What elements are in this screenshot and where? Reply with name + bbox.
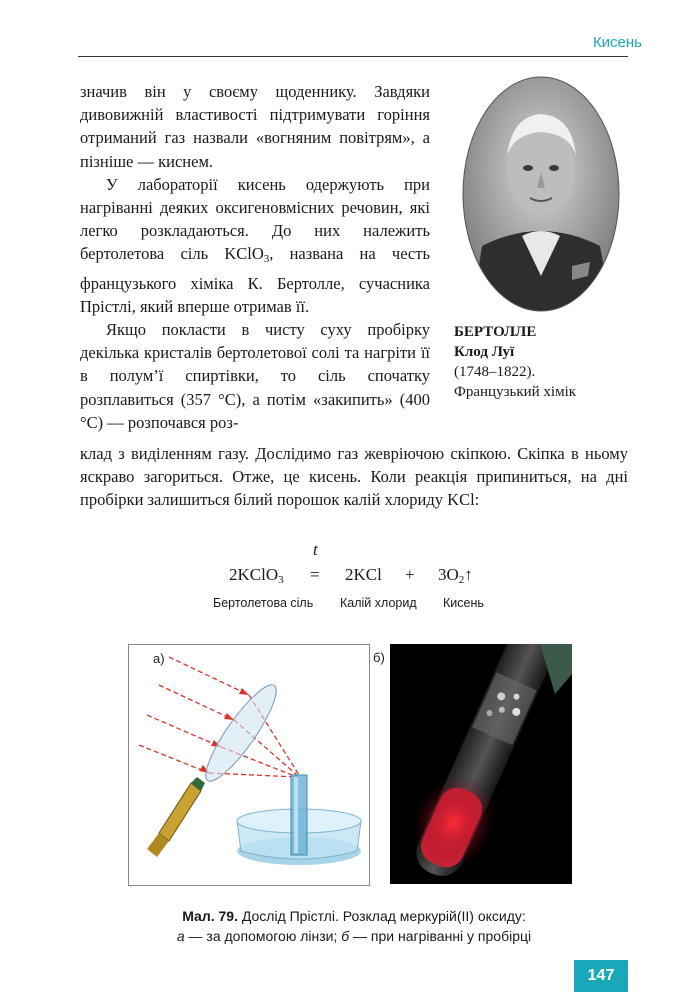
reactant-label: Бертолетова сіль	[213, 596, 314, 610]
product1-label: Калій хлорид	[340, 596, 417, 610]
paragraph-2: У лабораторії кисень одержують при нагріванні деяких оксигеновмісних речовин, які легко розкладаються. До них належить бертолетова сіль KClO$_3$, названа на честь французького хіміка К. Бертолле, сучасника Прістлі, який вперше отримав її.	[80, 174, 430, 316]
portrait-name: Клод Луї	[454, 344, 515, 360]
paragraph-3-part-2: клад з виділенням газу. Дослідимо газ жевріючою скіпкою. Скіпка в ньому яскраво загориться. Отже, це кисень. Коли реакція припиниться, на дні пробірки залишиться білий порошок калій хлориду KCl:	[80, 444, 628, 510]
portrait-role: Французький хімік	[454, 384, 577, 400]
portrait-caption	[454, 322, 634, 402]
plus-sign: +	[405, 565, 415, 584]
portrait-surname: БЕРТОЛЛЕ	[454, 324, 537, 340]
product2-formula: $3O_2↑$	[438, 565, 473, 586]
reaction-condition: t	[313, 540, 318, 559]
product1-formula: 2KCl	[345, 565, 382, 584]
figure-b-label: б)	[373, 650, 385, 665]
test-tube-photo	[390, 644, 572, 884]
section-title: Кисень	[592, 34, 642, 51]
text-column	[80, 80, 430, 434]
figure-a-label: а)	[153, 651, 165, 666]
bertholet-portrait	[462, 76, 620, 312]
paragraph-1: значив він у своєму щоденнику. Завдяки дивовижній властивості підтримувати горіння отриманий газ назвали «вогняним повітрям», а пізніше — киснем.	[80, 82, 430, 171]
portrait-years: (1748–1822).	[454, 364, 536, 380]
lens-experiment-illustration	[129, 645, 369, 885]
text-full-width	[80, 442, 628, 512]
reactant-formula: 2KClO$_3$	[229, 565, 284, 586]
figure-a-panel	[128, 644, 370, 886]
paragraph-3-part-1: Якщо покласти в чисту суху пробірку декілька кристалів бертолетової солі та нагріти її в полум’ї спиртівки, то сіль спочатку розплавиться (357 °С), а потім «закипить» (400 °С) — розпочався роз-	[80, 320, 430, 432]
page-number: 147	[574, 960, 628, 992]
product2-label: Кисень	[443, 596, 484, 610]
header-divider	[78, 56, 628, 57]
equals-sign: =	[310, 565, 320, 584]
figure-b-panel	[390, 644, 572, 884]
figure-caption: Мал. 79. Дослід Прістлі. Розклад меркурій(ІІ) оксиду: а — за допомогою лінзи; б — при нагріванні у пробірці	[176, 908, 532, 944]
